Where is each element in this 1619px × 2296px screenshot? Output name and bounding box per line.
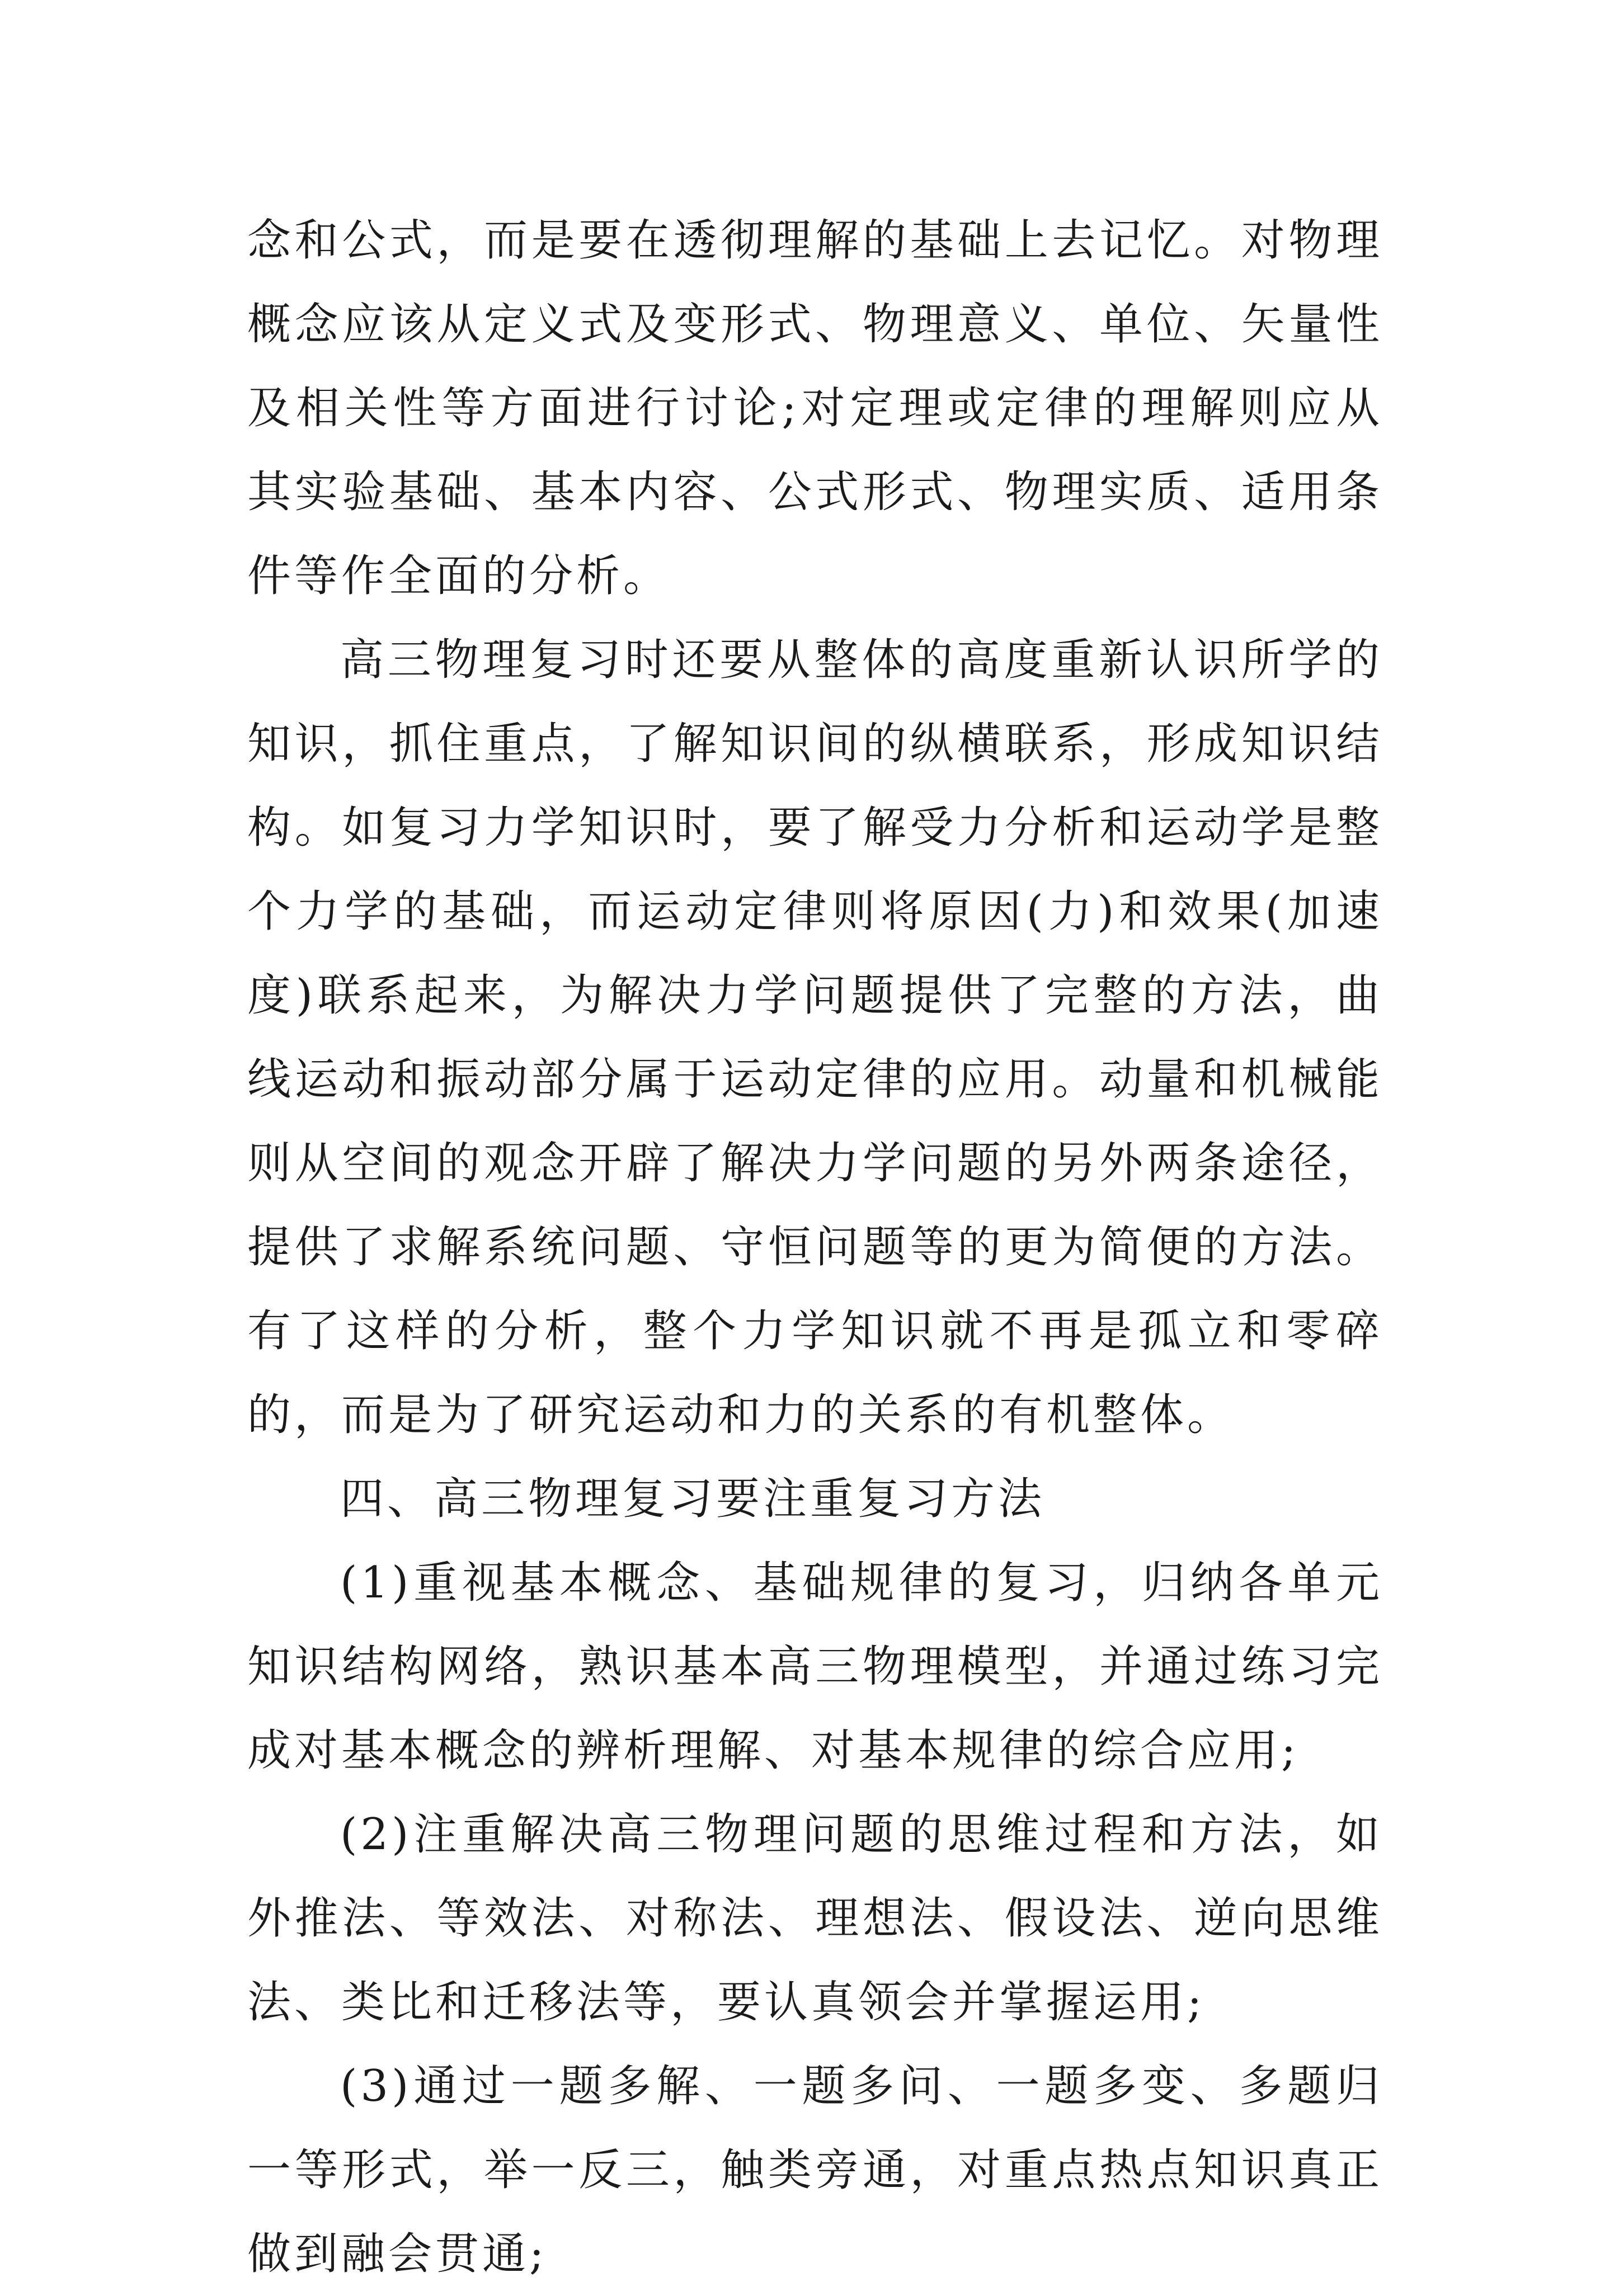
document-body [247, 199, 1383, 2296]
list-item-1: (1)重视基本概念、基础规律的复习，归纳各单元知识结构网络，熟识基本高三物理模型，并通过练习完成对基本概念的辨析理解、对基本规律的综合应用; [247, 1558, 1383, 1776]
list-item-3: (3)通过一题多解、一题多问、一题多变、多题归一等形式，举一反三，触类旁通，对重点热点知识真正做到融会贯通; [247, 2061, 1383, 2279]
section-heading-review-methods: 四、高三物理复习要注重复习方法 [340, 1474, 1046, 1524]
paragraph-concept-formula: 念和公式，而是要在透彻理解的基础上去记忆。对物理概念应该从定义式及变形式、物理意义、单位、矢量性及相关性等方面进行讨论;对定理或定律的理解则应从其实验基础、基本内容、公式形式、物理实质、适用条件等作全面的分析。 [247, 215, 1383, 601]
paragraph-knowledge-structure: 高三物理复习时还要从整体的高度重新认识所学的知识，抓住重点，了解知识间的纵横联系，形成知识结构。如复习力学知识时，要了解受力分析和运动学是整个力学的基础，而运动定律则将原因(力)和效果(加速度)联系起来，为解决力学问题提供了完整的方法，曲线运动和振动部分属于运动定律的应用。动量和机械能则从空间的观念开辟了解决力学问题的另外两条途径，提供了求解系统问题、守恒问题等的更为简便的方法。有了这样的分析，整个力学知识就不再是孤立和零碎的，而是为了研究运动和力的关系的有机整体。 [247, 635, 1383, 1440]
list-item-2: (2)注重解决高三物理问题的思维过程和方法，如外推法、等效法、对称法、理想法、假设法、逆向思维法、类比和迁移法等，要认真领会并掌握运用; [247, 1809, 1383, 2028]
